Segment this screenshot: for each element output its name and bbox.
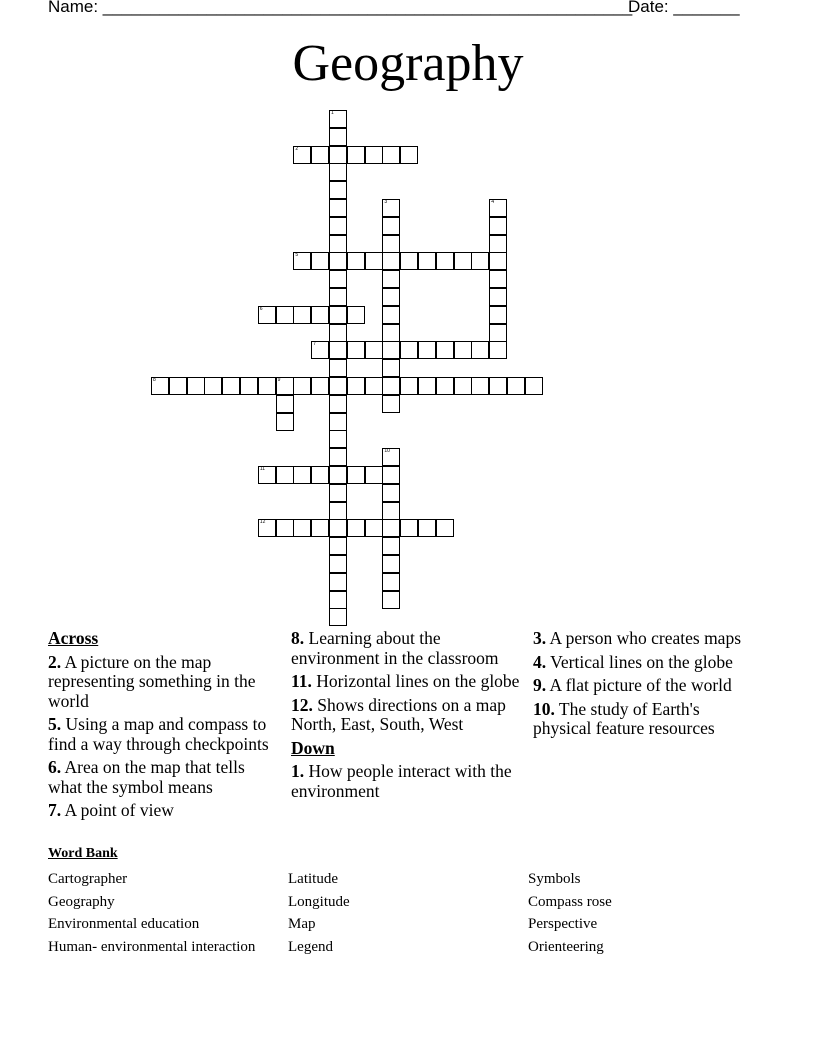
clue-number: 9 <box>277 377 281 383</box>
grid-cell[interactable] <box>418 341 436 359</box>
grid-cell[interactable] <box>329 128 347 146</box>
clue-number: 11 <box>259 466 265 472</box>
grid-cell[interactable] <box>382 573 400 591</box>
grid-cell[interactable] <box>489 217 507 235</box>
grid-cell[interactable] <box>489 235 507 253</box>
grid-cell[interactable] <box>329 146 347 164</box>
grid-cell[interactable] <box>329 199 347 217</box>
grid-cell[interactable] <box>204 377 222 395</box>
grid-cell[interactable] <box>347 341 365 359</box>
grid-cell[interactable] <box>329 591 347 609</box>
grid-cell[interactable] <box>329 324 347 342</box>
grid-cell[interactable] <box>365 341 383 359</box>
grid-cell[interactable] <box>347 146 365 164</box>
down-clue <box>291 762 523 801</box>
clue-text: Shows directions on a map North, East, South, West <box>291 694 506 734</box>
grid-cell[interactable] <box>329 377 347 395</box>
grid-cell[interactable] <box>293 146 311 164</box>
grid-cell[interactable] <box>311 146 329 164</box>
grid-cell[interactable] <box>436 252 454 270</box>
grid-cell[interactable] <box>187 377 205 395</box>
grid-cell[interactable] <box>365 377 383 395</box>
clue-text: Learning about the environment in the classroom <box>291 628 499 668</box>
grid-cell[interactable] <box>240 377 258 395</box>
grid-cell[interactable] <box>471 377 489 395</box>
grid-cell[interactable] <box>382 199 400 217</box>
grid-cell[interactable] <box>365 252 383 270</box>
clue-number-label: 11. <box>291 671 312 691</box>
grid-cell[interactable] <box>222 377 240 395</box>
grid-cell[interactable] <box>329 163 347 181</box>
grid-cell[interactable] <box>365 466 383 484</box>
down-clue <box>533 653 748 673</box>
grid-cell[interactable] <box>400 377 418 395</box>
grid-cell[interactable] <box>329 555 347 573</box>
date-field-label[interactable]: Date: _______ <box>628 0 740 16</box>
word-bank-column-1 <box>48 868 255 959</box>
grid-cell[interactable] <box>329 502 347 520</box>
grid-cell[interactable] <box>489 341 507 359</box>
grid-cell[interactable] <box>329 519 347 537</box>
grid-cell[interactable] <box>382 270 400 288</box>
grid-cell[interactable] <box>382 306 400 324</box>
down-clue <box>533 629 748 649</box>
clue-number-label: 10. <box>533 698 555 719</box>
clue-text: A person who creates maps <box>546 628 742 648</box>
grid-cell[interactable] <box>525 377 543 395</box>
grid-cell[interactable] <box>258 466 276 484</box>
grid-cell[interactable] <box>258 519 276 537</box>
clue-number-label: 12. <box>291 694 313 715</box>
word-bank-title: Word Bank <box>48 846 118 861</box>
grid-cell[interactable] <box>258 377 276 395</box>
grid-cell[interactable] <box>382 537 400 555</box>
across-clue-list <box>48 653 280 821</box>
grid-cell[interactable] <box>293 306 311 324</box>
grid-cell[interactable] <box>276 377 294 395</box>
grid-cell[interactable] <box>329 413 347 431</box>
down-clue-list-continued <box>533 629 748 739</box>
grid-cell[interactable] <box>382 395 400 413</box>
grid-cell[interactable] <box>293 519 311 537</box>
across-clue <box>48 653 280 712</box>
grid-cell[interactable] <box>347 519 365 537</box>
grid-cell[interactable] <box>454 252 472 270</box>
grid-cell[interactable] <box>400 252 418 270</box>
grid-cell[interactable] <box>382 377 400 395</box>
grid-cell[interactable] <box>489 377 507 395</box>
clue-text: How people interact with the environment <box>291 761 512 801</box>
clue-number-label: 8. <box>291 628 305 648</box>
clue-number-label: 9. <box>533 675 547 695</box>
word-bank-column-2 <box>288 868 350 959</box>
grid-cell[interactable] <box>311 377 329 395</box>
grid-cell[interactable] <box>436 341 454 359</box>
clue-text: The study of Earth's physical feature resources <box>533 698 715 738</box>
clue-text: A point of view <box>61 800 174 820</box>
clue-number-label: 4. <box>533 651 547 672</box>
clue-number: 5 <box>295 252 299 259</box>
clue-text: Horizontal lines on the globe <box>311 671 520 691</box>
grid-cell[interactable] <box>382 288 400 306</box>
across-clue-list-continued <box>291 629 523 735</box>
grid-cell[interactable] <box>311 306 329 324</box>
grid-cell[interactable] <box>329 608 347 626</box>
grid-cell[interactable] <box>293 377 311 395</box>
across-clue <box>291 696 523 735</box>
grid-cell[interactable] <box>347 252 365 270</box>
grid-cell[interactable] <box>276 519 294 537</box>
clue-number: 8 <box>153 377 156 383</box>
grid-cell[interactable] <box>507 377 525 395</box>
grid-cell[interactable] <box>382 146 400 164</box>
word-bank-item: Geography <box>48 893 115 910</box>
clue-text: A picture on the map representing something in the world <box>48 651 256 711</box>
grid-cell[interactable] <box>489 324 507 342</box>
across-clue <box>291 629 523 668</box>
grid-cell[interactable] <box>489 288 507 306</box>
grid-cell[interactable] <box>329 306 347 324</box>
grid-cell[interactable] <box>329 341 347 359</box>
clue-number-label: 3. <box>533 628 547 648</box>
grid-cell[interactable] <box>382 484 400 502</box>
grid-cell[interactable] <box>489 306 507 324</box>
grid-cell[interactable] <box>382 235 400 253</box>
grid-cell[interactable] <box>329 537 347 555</box>
grid-cell[interactable] <box>436 377 454 395</box>
clue-text: Using a map and compass to find a way through checkpoints <box>48 714 269 754</box>
across-clue <box>48 801 280 821</box>
grid-cell[interactable] <box>329 110 347 128</box>
grid-cell[interactable] <box>329 359 347 377</box>
grid-cell[interactable] <box>293 252 311 270</box>
grid-cell[interactable] <box>365 519 383 537</box>
clue-number-label: 5. <box>48 714 62 734</box>
page-title: Geography <box>292 35 524 92</box>
grid-cell[interactable] <box>329 466 347 484</box>
grid-cell[interactable] <box>347 377 365 395</box>
grid-cell[interactable] <box>418 377 436 395</box>
grid-cell[interactable] <box>347 466 365 484</box>
grid-cell[interactable] <box>151 377 169 395</box>
grid-cell[interactable] <box>329 484 347 502</box>
grid-cell[interactable] <box>293 466 311 484</box>
clues-column-1 <box>48 629 280 825</box>
grid-cell[interactable] <box>382 341 400 359</box>
grid-cell[interactable] <box>471 252 489 270</box>
grid-cell[interactable] <box>329 448 347 466</box>
name-field-label[interactable]: Name: ________________________________________________________ <box>48 0 633 16</box>
clue-number: 10 <box>384 448 390 455</box>
clue-text: Area on the map that tells what the symbol means <box>48 757 245 797</box>
grid-cell[interactable] <box>329 181 347 199</box>
grid-cell[interactable] <box>329 430 347 448</box>
clue-number-label: 7. <box>48 800 62 820</box>
grid-cell[interactable] <box>276 306 294 324</box>
across-clue <box>48 758 280 797</box>
word-bank-item: Compass rose <box>528 893 612 910</box>
grid-cell[interactable] <box>329 395 347 413</box>
clues-column-3 <box>533 629 748 743</box>
clue-number: 2 <box>295 145 299 152</box>
word-bank-item: Map <box>288 916 316 933</box>
grid-cell[interactable] <box>382 591 400 609</box>
down-heading: Down <box>291 737 335 758</box>
clue-number-label: 6. <box>48 757 62 777</box>
clue-number: 7 <box>313 341 316 348</box>
grid-cell[interactable] <box>454 377 472 395</box>
word-bank-item: Cartographer <box>48 871 128 887</box>
header <box>48 0 748 17</box>
down-clue-list <box>291 762 523 801</box>
grid-cell[interactable] <box>382 448 400 466</box>
word-bank-item: Longitude <box>288 893 350 910</box>
word-bank-item: Environmental education <box>48 916 200 933</box>
grid-cell[interactable] <box>311 466 329 484</box>
clue-number: 1 <box>331 110 334 116</box>
grid-cell[interactable] <box>382 324 400 342</box>
grid-cell[interactable] <box>311 341 329 359</box>
grid-cell[interactable] <box>329 573 347 591</box>
clue-number: 6 <box>259 305 263 312</box>
grid-cell[interactable] <box>382 519 400 537</box>
grid-cell[interactable] <box>489 270 507 288</box>
grid-cell[interactable] <box>382 466 400 484</box>
clue-number: 12 <box>259 519 266 526</box>
grid-cell[interactable] <box>418 252 436 270</box>
across-heading: Across <box>48 628 99 648</box>
grid-cell[interactable] <box>418 519 436 537</box>
grid-cell[interactable] <box>489 252 507 270</box>
grid-cell[interactable] <box>329 217 347 235</box>
grid-cell[interactable] <box>169 377 187 395</box>
clue-number-label: 2. <box>48 651 62 672</box>
clue-number: 4 <box>491 199 494 205</box>
across-clue <box>291 672 523 692</box>
grid-cell[interactable] <box>276 395 294 413</box>
grid-cell[interactable] <box>329 252 347 270</box>
clues-column-2 <box>291 629 523 805</box>
word-bank-column-3 <box>528 868 612 959</box>
grid-cell[interactable] <box>454 341 472 359</box>
word-bank-item: Orienteering <box>528 939 604 956</box>
clue-text: Vertical lines on the globe <box>546 651 733 672</box>
grid-cell[interactable] <box>311 252 329 270</box>
grid-cell[interactable] <box>382 502 400 520</box>
grid-cell[interactable] <box>489 199 507 217</box>
down-clue <box>533 676 748 696</box>
grid-cell[interactable] <box>347 306 365 324</box>
grid-cell[interactable] <box>382 555 400 573</box>
word-bank-item: Latitude <box>288 871 338 887</box>
clue-number-label: 1. <box>291 761 305 781</box>
grid-cell[interactable] <box>276 413 294 431</box>
grid-cell[interactable] <box>311 519 329 537</box>
grid-cell[interactable] <box>436 519 454 537</box>
grid-cell[interactable] <box>365 146 383 164</box>
clue-text: A flat picture of the world <box>546 675 732 695</box>
grid-cell[interactable] <box>382 252 400 270</box>
grid-cell[interactable] <box>329 270 347 288</box>
grid-cell[interactable] <box>329 288 347 306</box>
grid-cell[interactable] <box>276 466 294 484</box>
word-bank-item: Legend <box>288 939 333 956</box>
word-bank-item: Symbols <box>528 871 581 887</box>
grid-cell[interactable] <box>400 341 418 359</box>
grid-cell[interactable] <box>329 235 347 253</box>
word-bank-item: Perspective <box>528 916 598 933</box>
clue-number: 3 <box>384 199 388 205</box>
down-clue <box>533 700 748 739</box>
grid-cell[interactable] <box>471 341 489 359</box>
across-clue <box>48 715 280 754</box>
grid-cell[interactable] <box>400 146 418 164</box>
grid-cell[interactable] <box>400 519 418 537</box>
grid-cell[interactable] <box>382 359 400 377</box>
grid-cell[interactable] <box>258 306 276 324</box>
grid-cell[interactable] <box>382 217 400 235</box>
word-bank-item: Human- environmental interaction <box>48 939 256 956</box>
